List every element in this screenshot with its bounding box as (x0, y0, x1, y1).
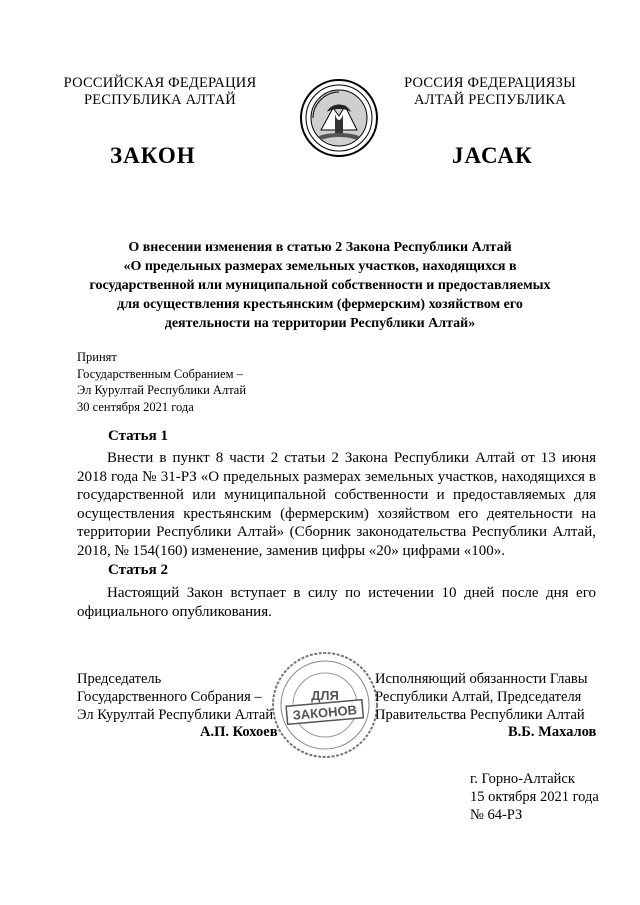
adopted-line3: Эл Курултай Республики Алтай (77, 383, 247, 397)
law-heading-line5: деятельности на территории Республики Алтай» (164, 316, 476, 331)
adopted-line1: Принят (77, 350, 117, 364)
law-title-alt: ЈАСАК (452, 143, 533, 168)
stamp-seal (270, 650, 380, 760)
signature-right-line1: Исполняющий обязанности Главы (375, 671, 588, 687)
footer-city: г. Горно-Алтайск (470, 771, 575, 787)
article2-heading: Статья 2 (108, 562, 168, 578)
adopted-line2: Государственным Собранием – (77, 366, 243, 381)
signature-right-line3: Правительства Республики Алтай (375, 707, 585, 723)
law-title-ru: ЗАКОН (110, 143, 196, 168)
signature-right-name: В.Б. Махалов (508, 724, 597, 740)
signature-right (375, 670, 600, 724)
header-right-line1: РОССИЯ ФЕДЕРАЦИЯЗЫ (404, 75, 576, 91)
article1-heading: Статья 1 (108, 428, 168, 444)
signature-left-line1: Председатель (77, 671, 162, 687)
law-heading-line2: «О предельных размерах земельных участков, находящихся в (123, 259, 517, 274)
adopted-block (77, 349, 337, 415)
stamp-line2: ЗАКОНОВ (292, 702, 358, 723)
footer-date: 15 октября 2021 года (470, 789, 599, 805)
article1-text: Внести в пункт 8 части 2 статьи 2 Закона Республики Алтай от 13 июня 2018 года № 31-РЗ «О предельных размерах земельных участков, находящихся в государственной или муниципальной собственности и предоставляемых для осуществления крестьянским (фермерским) хозяйством его деятельности на территории Республики Алтай» (Сборник законодательства Республики Алтай, 2018, № 154(160) изменение, заменив цифры «20» цифрами «100». (77, 450, 596, 559)
coat-of-arms-icon (299, 78, 379, 158)
footer-block (470, 770, 620, 824)
law-heading-line1: О внесении изменения в статью 2 Закона Республики Алтай (128, 240, 512, 255)
signature-left-line3: Эл Курултай Республики Алтай (77, 707, 274, 723)
signature-left-name: А.П. Кохоев (200, 724, 278, 740)
header-right-line2: АЛТАЙ РЕСПУБЛИКА (414, 92, 566, 108)
law-heading-line3: государственной или муниципальной собственности и предоставляемых (89, 278, 551, 293)
adopted-date: 30 сентября 2021 года (77, 399, 194, 414)
signature-left-line2: Государственного Собрания – (77, 689, 262, 705)
header-left-line1: РОССИЙСКАЯ ФЕДЕРАЦИЯ (63, 75, 257, 91)
article2-text: Настоящий Закон вступает в силу по истечении 10 дней после дня его официального опубликования. (77, 585, 596, 620)
law-heading-line4: для осуществления крестьянским (фермерским) хозяйством его (117, 297, 523, 312)
header-left-line2: РЕСПУБЛИКА АЛТАЙ (84, 92, 236, 108)
signature-right-line2: Республики Алтай, Председателя (375, 689, 582, 705)
header-left (40, 75, 280, 109)
stamp-line1: ДЛЯ (311, 688, 339, 703)
footer-number: № 64-РЗ (470, 807, 523, 823)
signature-left (77, 670, 297, 724)
header-right (370, 75, 610, 109)
